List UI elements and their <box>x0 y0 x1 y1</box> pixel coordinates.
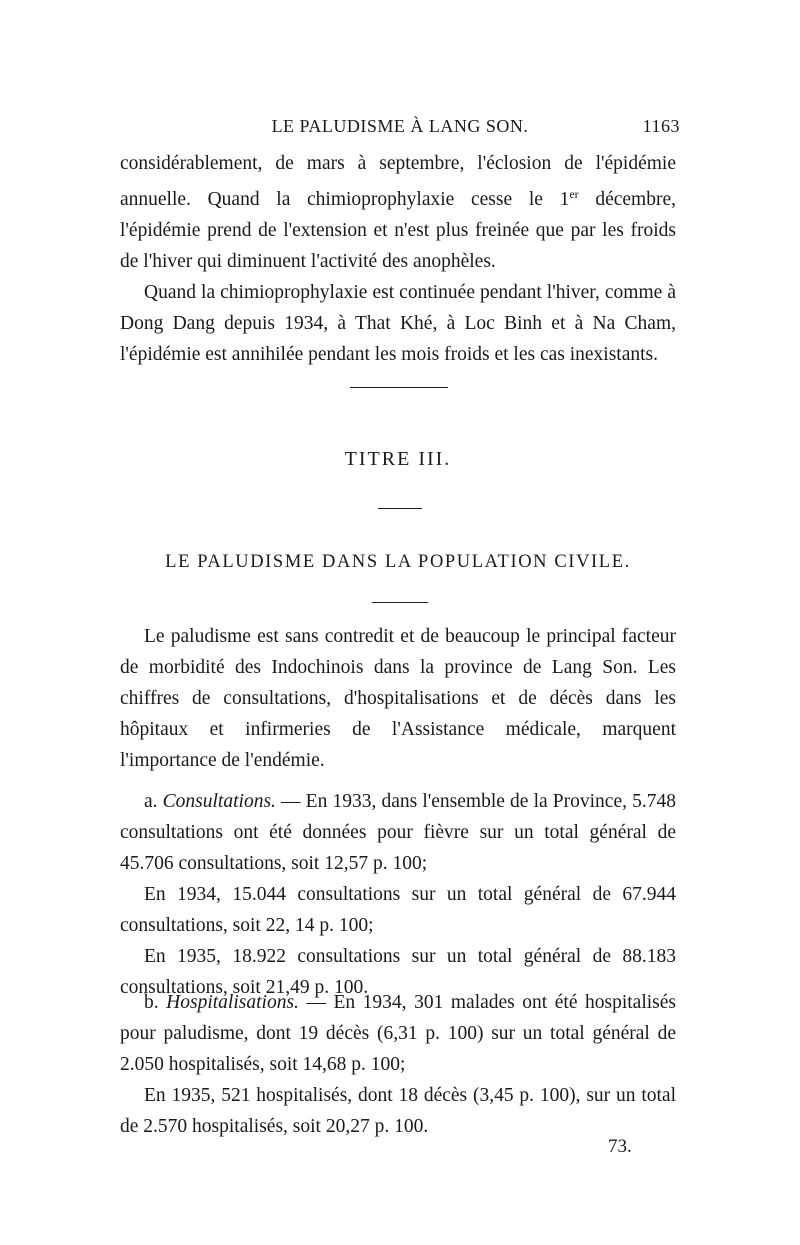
paragraph-chimioprophylaxie-end <box>120 148 676 277</box>
running-title: LE PALUDISME À LANG SON. <box>271 116 529 136</box>
paragraph-text: décembre, l'épidémie prend de l'extension et n'est plus freinée que par les froids de l'hiver qui diminuent l'activité des anophèles. <box>120 189 676 272</box>
consultations-section <box>120 786 676 1003</box>
paragraph-winter-chimioprophylaxie: Quand la chimioprophylaxie est continuée pendant l'hiver, comme à Dong Dang depuis 1934, à That Khé, à Loc Binh et à Na Cham, l'épidémie est annihilée pendant les mois froids et les cas inexistants. <box>120 282 676 365</box>
title-divider <box>378 508 422 509</box>
paragraph-hospitalisations-1934 <box>120 987 676 1080</box>
hospitalisations-label: Hospitalisations. <box>166 992 299 1013</box>
paragraph-consultations-1933 <box>120 786 676 879</box>
paragraph-text: considérablement, de mars à septembre, l'éclosion de l'épidémie annuelle. Quand la chimioprophylaxie cesse le 1 <box>120 153 676 210</box>
subtitle-divider <box>372 602 428 603</box>
consultations-label: Consultations. <box>162 791 276 812</box>
section-divider <box>350 387 448 388</box>
paragraph-hospitalisations-1935: En 1935, 521 hospitalisés, dont 18 décès (3,45 p. 100), sur un total de 2.570 hospitalisés, soit 20,27 p. 100. <box>120 1085 676 1137</box>
top-text <box>120 148 676 370</box>
section-subtitle: LE PALUDISME DANS LA POPULATION CIVILE. <box>165 552 631 572</box>
item-letter: b. <box>144 992 167 1013</box>
superscript-er: er <box>569 187 579 201</box>
page-number: 1163 <box>642 116 680 136</box>
paragraph-text: — En 1934, 301 malades ont été hospitalisés pour paludisme, dont 19 décès (6,31 p. 100) sur un total général de 2.050 hospitalisés, soit 14,68 p. 100; <box>120 992 677 1075</box>
item-letter: a. <box>144 791 163 812</box>
paragraph-consultations-1934: En 1934, 15.044 consultations sur un total général de 67.944 consultations, soit 22, 14 p. 100; <box>120 884 676 936</box>
paragraph-text: — En 1933, dans l'ensemble de la Province, 5.748 consultations ont été données pour fièvre sur un total général de 45.706 consultations, soit 12,57 p. 100; <box>120 791 676 874</box>
paragraph-consultations-1935: En 1935, 18.922 consultations sur un total général de 88.183 consultations, soit 21,49 p. 100. <box>120 946 676 998</box>
section-title: TITRE III. <box>344 448 452 470</box>
signature-mark: 73. <box>608 1136 632 1157</box>
paragraph-intro: Le paludisme est sans contredit et de beaucoup le principal facteur de morbidité des Indochinois dans la province de Lang Son. Les chiffres de consultations, d'hospitalisations et de décès dans les hôpitaux et infirmeries de l'Assistance médicale, marquent l'importance de l'endémie. <box>120 626 676 771</box>
intro-text <box>120 621 676 776</box>
hospitalisations-section <box>120 987 676 1142</box>
